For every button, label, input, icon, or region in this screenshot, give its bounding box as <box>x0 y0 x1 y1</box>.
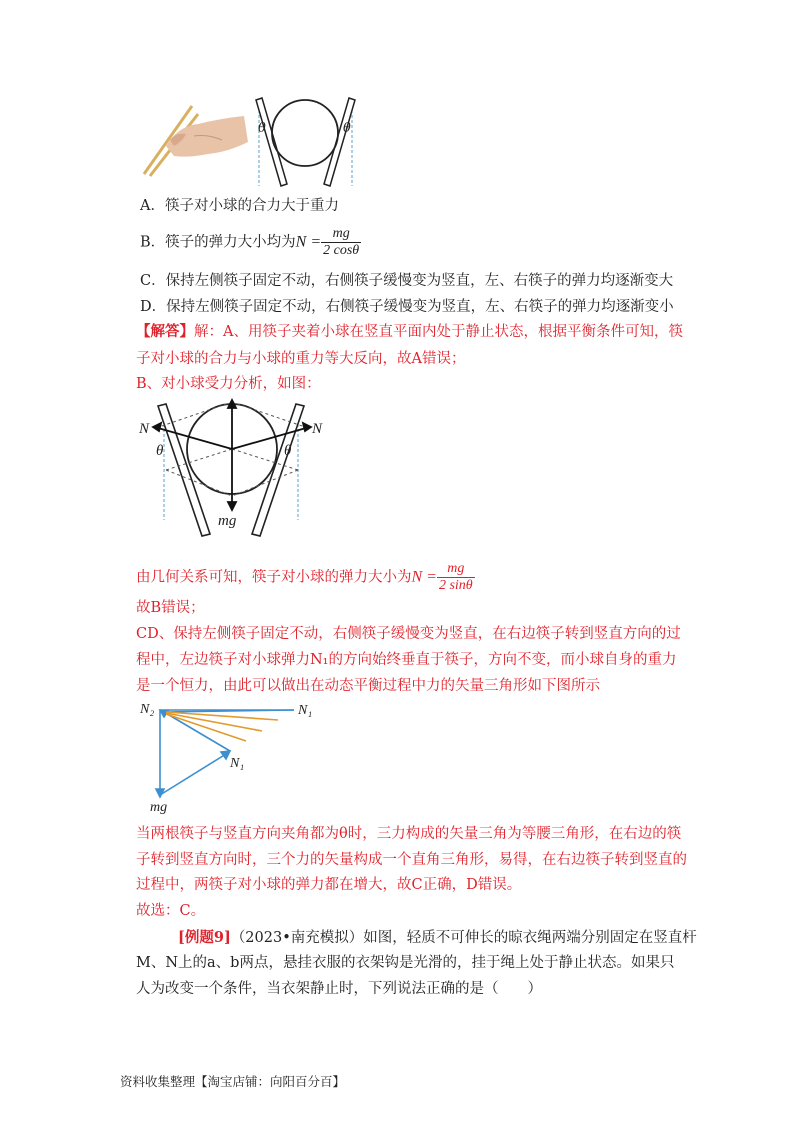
hand-illustration <box>144 106 248 176</box>
answer-line-9: 当两根筷子与竖直方向夹角都为θ时，三力构成的矢量三角为等腰三角形，在右边的筷 <box>136 826 682 842</box>
left-chopstick <box>158 404 210 536</box>
answer-line-8: 是一个恒力，由此可以做出在动态平衡过程中力的矢量三角形如下图所示 <box>136 678 600 694</box>
answer-tag: 【解答】 <box>136 323 194 340</box>
example-line-1-text: （2023•南充模拟）如图，轻质不可伸长的晾衣绳两端分别固定在竖直杆 <box>230 930 697 946</box>
example-line-1 <box>178 928 697 948</box>
force-theta-right: θ <box>284 443 292 459</box>
force-label-n-left: N <box>139 421 150 437</box>
vector-label-n1-mid: N₁ <box>230 756 245 771</box>
answer-line-7: 程中，左边筷子对小球弹力N₁的方向始终垂直于筷子，方向不变，而小球自身的重力 <box>136 652 677 668</box>
answer-line-1 <box>136 322 683 342</box>
example-tag: [例题9] <box>178 929 231 946</box>
option-b <box>140 226 361 259</box>
answer-line-1-text: 解：A、用筷子夹着小球在竖直平面内处于静止状态，根据平衡条件可知，筷 <box>194 324 683 340</box>
formula2-denominator: 2 sinθ <box>438 578 473 593</box>
page-footer: 资料收集整理【淘宝店铺：向阳百分百】 <box>120 1074 346 1089</box>
theta-label-right: θ <box>343 121 351 136</box>
force-label-mg: mg <box>218 513 237 529</box>
vector-label-mg: mg <box>150 800 168 815</box>
option-a: A．筷子对小球的合力大于重力 <box>140 198 339 214</box>
chopsticks-figure <box>138 96 368 188</box>
force-label-n-right: N <box>312 421 323 437</box>
formula2-lhs: N = <box>411 568 437 586</box>
blue-vectors <box>156 710 294 797</box>
answer-line-11: 过程中，两筷子对小球的弹力都在增大，故C正确，D错误。 <box>136 877 522 893</box>
answer-line-5: 故B错误； <box>136 600 205 616</box>
option-c: C．保持左侧筷子固定不动，右侧筷子缓慢变为竖直，左、右筷子的弹力均逐渐变大 <box>140 273 674 289</box>
vector-label-n2: N₂ <box>140 702 155 717</box>
answer-line-4-text: 由几何关系可知，筷子对小球的弹力大小为 <box>136 569 412 586</box>
option-d: D．保持左侧筷子固定不动，右侧筷子缓慢变为竖直，左、右筷子的弹力均逐渐变小 <box>140 299 674 315</box>
theta-label-left: θ <box>258 121 266 136</box>
force-theta-left: θ <box>156 443 164 459</box>
answer-line-10: 子转到竖直方向时，三个力的矢量构成一个直角三角形，易得，在右边筷子转到竖直的 <box>136 852 687 868</box>
formula2-numerator: mg <box>437 561 475 578</box>
orange-vectors <box>166 712 278 741</box>
answer-line-12: 故选：C。 <box>136 903 206 919</box>
chopsticks-ball-diagram <box>256 98 355 186</box>
example-line-2: M、N上的a、b两点，悬挂衣服的衣架钩是光滑的，挂于绳上处于静止状态。如果只 <box>136 955 675 971</box>
formula-fraction <box>321 226 361 259</box>
answer-line-3: B、对小球受力分析，如图： <box>136 376 321 392</box>
vector-label-n1-top: N₁ <box>298 703 313 718</box>
answer-line-6: CD、保持左侧筷子固定不动，右侧筷子缓慢变为竖直，在右边筷子转到竖直方向的过 <box>136 626 681 642</box>
answer-line-4 <box>136 561 475 594</box>
example-line-3: 人为改变一个条件，当衣架静止时，下列说法正确的是（ ） <box>136 981 542 997</box>
answer-line-2: 子对小球的合力与小球的重力等大反向，故A错误； <box>136 351 466 367</box>
option-b-text: B．筷子的弹力大小均为 <box>140 234 296 251</box>
formula2-fraction <box>437 561 475 594</box>
formula-numerator: mg <box>321 226 361 243</box>
formula-lhs: N = <box>295 233 322 251</box>
formula-denominator: 2 cosθ <box>323 243 360 258</box>
